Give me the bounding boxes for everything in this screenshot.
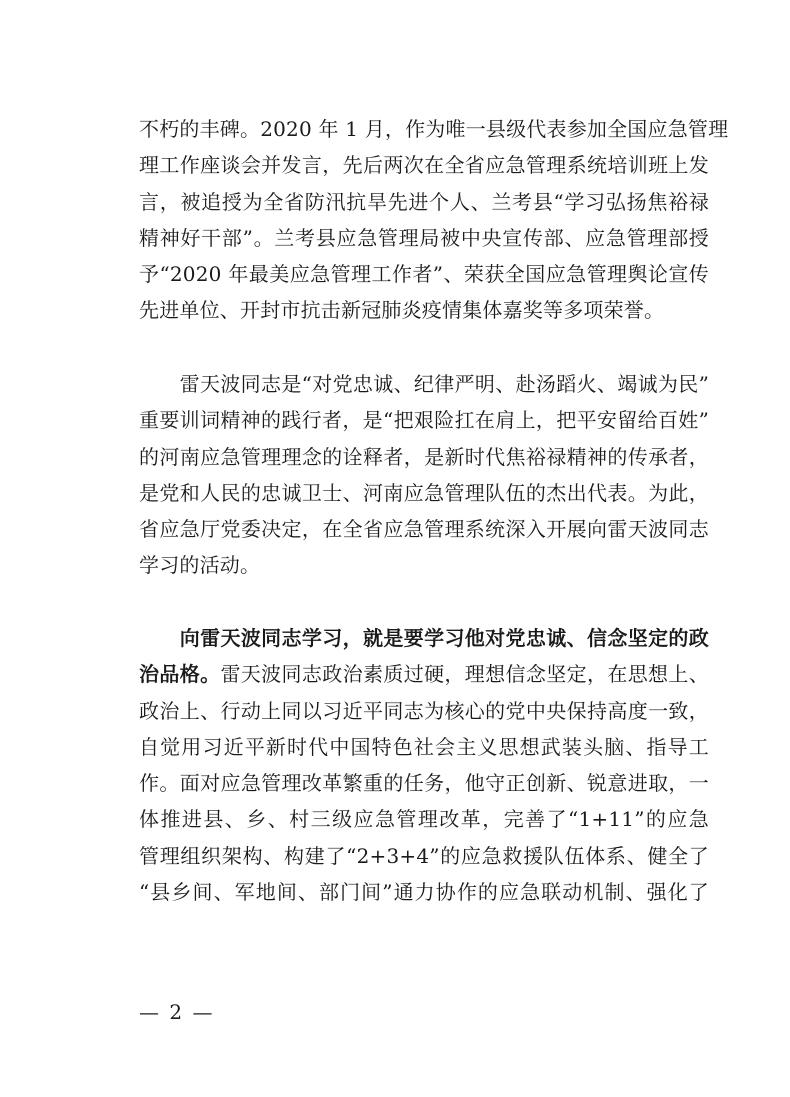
text-line (139, 656, 709, 692)
text-line: “县乡间、军地间、部门间”通力协作的应急联动机制、强化了 (139, 880, 709, 905)
text-line: 言，被追授为全省防汛抗旱先进个人、兰考县“学习弘扬焦裕禄 (139, 189, 709, 214)
text-line: 省应急厅党委决定，在全省应急管理系统深入开展向雷天波同志 (139, 517, 709, 542)
paragraph-1 (139, 111, 729, 329)
text-line: 理工作座谈会并发言，先后两次在全省应急管理系统培训班上发 (139, 153, 709, 178)
text-line: 先进单位、开封市抗击新冠肺炎疫情集体嘉奖等多项荣誉。 (139, 298, 665, 323)
text-line: 是党和人民的忠诚卫士、河南应急管理队伍的杰出代表。为此， (139, 480, 709, 505)
text-line: 精神好干部”。兰考县应急管理局被中央宣传部、应急管理部授 (139, 225, 709, 250)
text-line: 管理组织架构、构建了“2+3+4”的应急救援队伍体系、健全了 (139, 843, 709, 868)
page-number: — 2 — (139, 1000, 215, 1024)
text-line: 政治上、行动上同以习近平同志为核心的党中央保持高度一致， (139, 698, 709, 723)
paragraph-2 (139, 366, 709, 584)
text-line: 学习的活动。 (139, 553, 261, 578)
text-line: 体推进县、乡、村三级应急管理改革，完善了“1+11”的应急 (139, 807, 709, 832)
text-line: 重要训词精神的践行者，是“把艰险扛在肩上，把平安留给百姓” (139, 408, 709, 433)
bold-lead-tail: 治品格。 (139, 662, 221, 687)
paragraph-3 (139, 620, 709, 910)
text-line: 的河南应急管理理念的诠释者，是新时代焦裕禄精神的传承者， (139, 444, 709, 469)
text-line: 作。面对应急管理改革繁重的任务，他守正创新、锐意进取，一 (139, 771, 709, 796)
text-line: 予“2020 年最美应急管理工作者”、荣获全国应急管理舆论宣传 (139, 262, 709, 287)
text-line: 不朽的丰碑。2020 年 1 月，作为唯一县级代表参加全国应急管理 (139, 117, 729, 141)
text-line: 雷天波同志是“对党忠诚、纪律严明、赴汤蹈火、竭诚为民” (139, 372, 709, 396)
text-line: 自觉用习近平新时代中国特色社会主义思想武装头脑、指导工 (139, 734, 709, 759)
bold-lead-line: 向雷天波同志学习，就是要学习他对党忠诚、信念坚定的政 (139, 626, 709, 650)
text-run: 雷天波同志政治素质过硬，理想信念坚定，在思想上、 (220, 662, 709, 687)
